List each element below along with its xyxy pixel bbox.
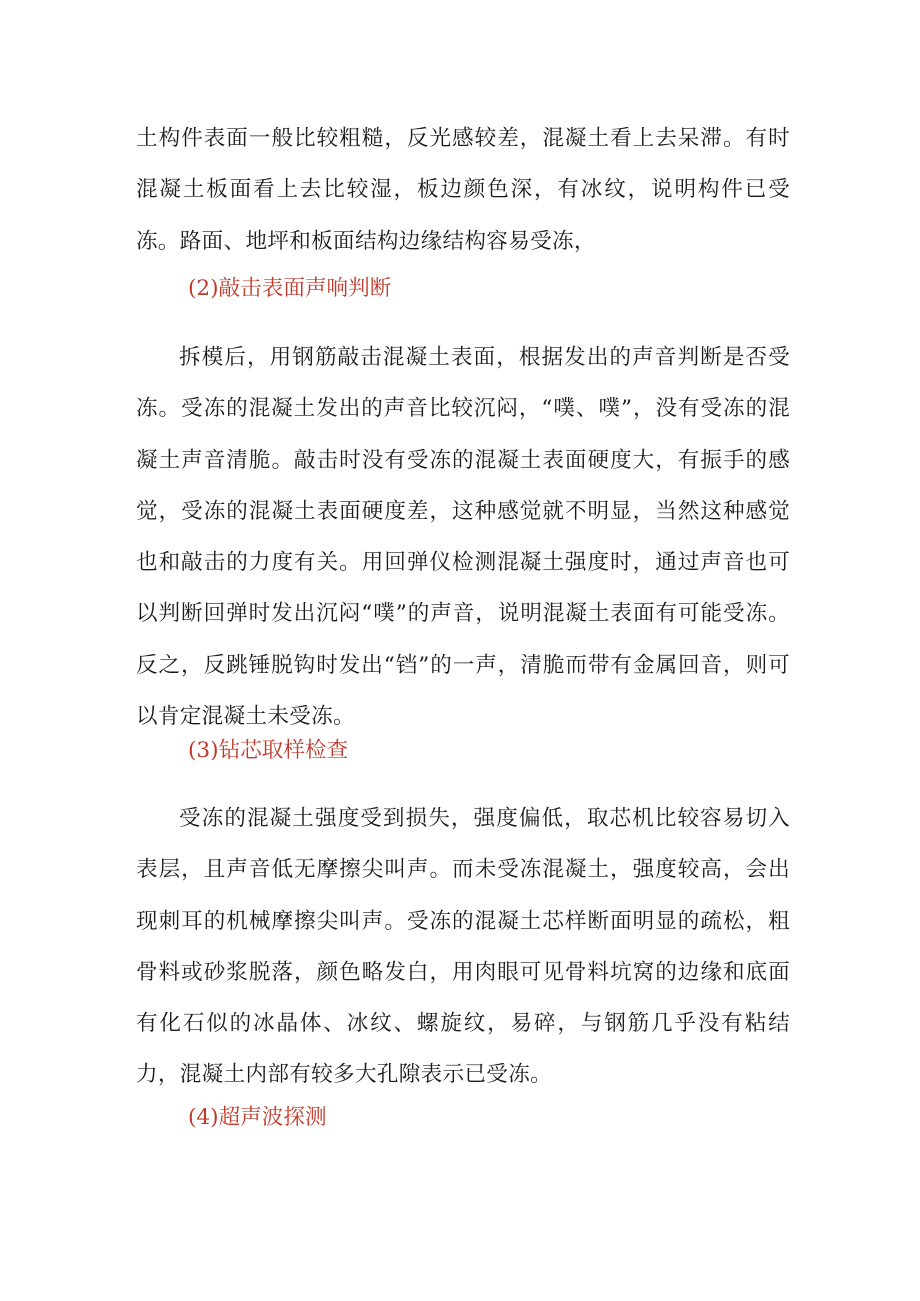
paragraph-surface-observation: 土构件表面一般比较粗糙，反光感较差，混凝土看上去呆滞。有时混凝土板面看上去比较湿，板边颜色深，有冰纹，说明构件已受冻。路面、地坪和板面结构边缘结构容易受冻， [136, 126, 790, 254]
heading-knock-sound: (2)敲击表面声响判断 [188, 276, 392, 301]
heading-core-sampling: (3)钻芯取样检查 [188, 738, 349, 763]
paragraph-core-sampling: 受冻的混凝土强度受到损失，强度偏低，取芯机比较容易切入表层，且声音低无摩擦尖叫声。而未受冻混凝土，强度较高，会出现刺耳的机械摩擦尖叫声。受冻的混凝土芯样断面明显的疏松，粗骨料或砂浆脱落，颜色略发白，用肉眼可见骨料坑窝的边缘和底面有化石似的冰晶体、冰纹、螺旋纹，易碎，与钢筋几乎没有粘结力，混凝土内部有较多大孔隙表示已受冻。 [136, 806, 790, 1088]
paragraph-knock-sound: 拆模后，用钢筋敲击混凝土表面，根据发出的声音判断是否受冻。受冻的混凝土发出的声音比较沉闷，“噗、噗”，没有受冻的混凝土声音清脆。敲击时没有受冻的混凝土表面硬度大，有振手的感觉，受冻的混凝土表面硬度差，这种感觉就不明显，当然这种感觉也和敲击的力度有关。用回弹仪检测混凝土强度时，通过声音也可以判断回弹时发出沉闷“噗”的声音，说明混凝土表面有可能受冻。反之，反跳锤脱钩时发出“铛”的一声，清脆而带有金属回音，则可以肯定混凝土未受冻。 [136, 345, 790, 730]
heading-ultrasonic: (4)超声波探测 [188, 1105, 327, 1130]
